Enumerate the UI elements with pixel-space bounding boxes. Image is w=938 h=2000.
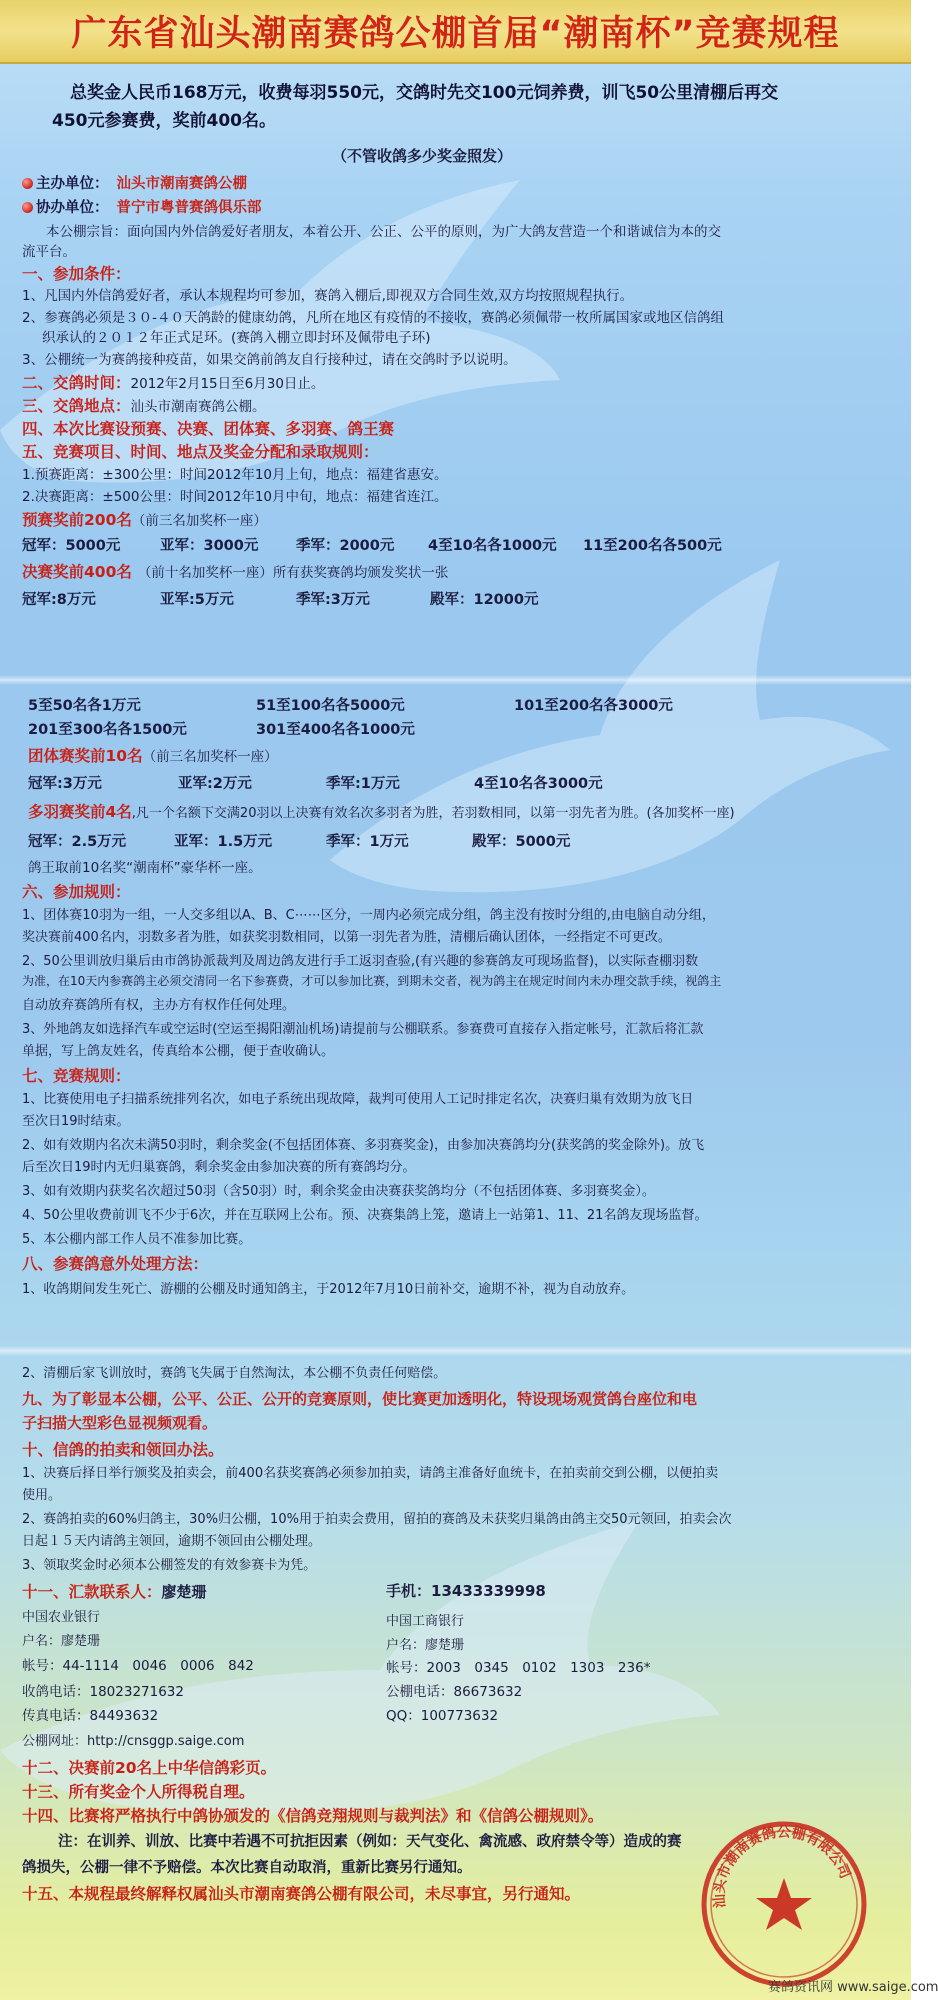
co-host-row [22, 196, 262, 217]
team-prize: 亚军:2万元 [178, 776, 252, 792]
final-tier: 5至50名各1万元 [28, 698, 141, 714]
account-number-1: 帐号：44-1114 0046 0006 842 [22, 1658, 254, 1674]
section-7-line: 后至次日19时内无归巢赛鸽，剩余奖金由参加决赛的所有赛鸽均分。 [22, 1160, 416, 1175]
preliminary-prize: 冠军：5000元 [22, 538, 121, 554]
bank-2: 中国工商银行 [386, 1614, 465, 1629]
section-8-line: 2、清棚后家飞训放时，赛鸽飞失属于自然淘汰，本公棚不负责任何赔偿。 [22, 1366, 447, 1381]
section-13: 十三、所有奖金个人所得税自理。 [22, 1783, 255, 1801]
final-prize: 亚军:5万元 [160, 592, 234, 608]
section-11-heading: 十一、汇款联系人： [22, 1583, 162, 1601]
section-10-line: 2、赛鸽拍卖的60%归鸽主，30%归公棚，10%用于拍卖会费用，留拍的赛鸽及未获奖归巢鸽由鸽主交50元领回，拍卖会次 [22, 1512, 732, 1527]
section-3-heading: 三、交鸽地点： [22, 397, 131, 415]
section-8-line: 1、收鸽期间发生死亡、游棚的公棚及时通知鸽主，于2012年7月10日前补交，逾期不补，视为自动放弃。 [22, 1282, 635, 1297]
team-title: 团体赛奖前10名 [28, 747, 143, 765]
preliminary-prize: 4至10名各1000元 [428, 538, 557, 554]
section-3-row [22, 394, 266, 416]
section-7-line: 4、50公里收费前训飞不少于6次，并在互联网上公布。预、决赛集鸽上笼，邀请上一站第1、11、21名鸽友现场监督。 [22, 1208, 708, 1223]
section-10-line: 3、领取奖金时必须本公棚签发的有效参赛卡为凭。 [22, 1558, 317, 1573]
section-2-value: 2012年2月15日至6月30日止。 [130, 376, 325, 392]
section-10-line: 日起１５天内请鸽主领回，逾期不领回由公棚处理。 [22, 1534, 322, 1549]
section-1-heading: 一、参加条件： [22, 265, 131, 283]
final-title: 决赛奖前400名 [22, 563, 132, 581]
mobile-row [386, 1580, 546, 1601]
title-banner [0, 0, 911, 64]
bank-1: 中国农业银行 [22, 1610, 101, 1625]
multi-title: 多羽赛奖前4名 [28, 803, 132, 821]
section-9-line: 子扫描大型彩色显视频观看。 [22, 1414, 218, 1432]
office-phone: 公棚电话：86673632 [386, 1684, 523, 1700]
intro-line-2: 450元参赛费，奖前400名。 [52, 111, 276, 131]
team-prize: 季军:1万元 [326, 776, 400, 792]
section-6-line: 奖决赛前400名内，羽数多者为胜，如获奖羽数相同，以第一羽先者为胜，清棚后确认团体，一经指定不可更改。 [22, 930, 671, 945]
final-title-row [22, 560, 448, 582]
section-7-line: 3、如有效期内获奖名次超过50羽（含50羽）时，剩余奖金由决赛获奖鸽均分（不包括团体赛、多羽赛奖金）。 [22, 1184, 655, 1199]
section-3-value: 汕头市潮南赛鸽公棚。 [130, 399, 266, 415]
account-number-2: 帐号：2003 0345 0102 1303 236* [386, 1660, 651, 1676]
section-6-line: 为准，在10天内参赛鸽主必须交清同一名下参赛费，才可以参加比赛，到期未交者，视为鸽主在规定时间内未办理交款手续，视鸽主 [22, 974, 722, 988]
section-4-heading: 四、本次比赛设预赛、决赛、团体赛、多羽赛、鸽王赛 [22, 420, 395, 438]
section-1-line: 3、公棚统一为赛鸽接种疫苗，如果交鸽前鸽友自行接种过，请在交鸽时予以说明。 [22, 352, 517, 368]
preliminary-title: 预赛奖前200名 [22, 511, 132, 529]
seal-star-icon [756, 1878, 812, 1930]
purpose-line-1: 本公棚宗旨：面向国内外信鸽爱好者朋友，本着公开、公正、公平的原则，为广大鸽友营造一个和谐诚信为本的交 [46, 224, 721, 240]
fax-phone: 传真电话：84493632 [22, 1708, 159, 1724]
section-1-line: 织承认的２０１２年正式足环。(赛鸽入棚立即封环及佩带电子环) [42, 330, 431, 346]
account-holder-1: 户名：廖楚珊 [22, 1634, 101, 1649]
section-10-line: 使用。 [22, 1488, 62, 1503]
multi-prize: 季军：1万元 [326, 834, 409, 850]
website: 公棚网址：http://cnsggp.saige.com [22, 1734, 245, 1749]
final-tier: 101至200名各3000元 [514, 698, 673, 714]
team-prize: 冠军:3万元 [28, 776, 102, 792]
preliminary-prize: 11至200名各500元 [583, 538, 722, 554]
section-14-note: 鸽损失，公棚一律不予赔偿。本次比赛自动取消，重新比赛另行通知。 [22, 1860, 472, 1876]
team-note: （前三名加奖杯一座） [142, 749, 278, 765]
section-15: 十五、本规程最终解释权属汕头市潮南赛鸽公棚有限公司，未尽事宜，另行通知。 [22, 1885, 581, 1903]
preliminary-prize: 亚军：3000元 [160, 538, 259, 554]
section-5-heading: 五、竞赛项目、时间、地点及奖金分配和录取规则： [22, 443, 379, 461]
final-prize: 殿军：12000元 [430, 592, 539, 608]
section-12: 十二、决赛前20名上中华信鸽彩页。 [22, 1759, 277, 1777]
company-seal [696, 1812, 872, 1988]
preliminary-prize: 季军：2000元 [296, 538, 395, 554]
receiving-phone: 收鸽电话：18023271632 [22, 1684, 184, 1700]
multi-prize: 冠军：2.5万元 [28, 834, 127, 850]
section-10-line: 1、决赛后择日举行颁奖及拍卖会，前400名获奖赛鸽必须参加拍卖，请鸽主准备好血统卡，在拍卖前交到公棚，以便拍卖 [22, 1466, 719, 1481]
section-7-line: 至次日19时结束。 [22, 1114, 130, 1129]
final-tier: 301至400名各1000元 [256, 722, 415, 738]
multi-title-row [28, 800, 735, 822]
section-2-heading: 二、交鸽时间： [22, 374, 131, 392]
multi-prize: 殿军：5000元 [472, 834, 571, 850]
multi-prize: 亚军：1.5万元 [174, 834, 273, 850]
section-6-line: 2、50公里训放归巢后由市鸽协派裁判及周边鸽友进行手工返羽查验,(有兴趣的参赛鸽友可现场监督)，以实际查棚羽数 [22, 954, 699, 969]
section-6-line: 自动放弃赛鸽所有权，主办方有权作任何处理。 [22, 998, 296, 1013]
section-6-line: 3、外地鸽友如选择汽车或空运时(空运至揭阳潮汕机场)请提前与公棚联系。参赛费可直接存入指定帐号，汇款后将汇款 [22, 1022, 704, 1037]
section-7-line: 2、如有效期内名次未满50羽时，剩余奖金(不包括团体赛、多羽赛奖金)，由参加决赛鸽均分(获奖鸽的奖金除外)。放飞 [22, 1138, 705, 1153]
company-seal-graphic [696, 1812, 872, 1988]
section-14-note: 注：在训养、训放、比赛中若遇不可抗拒因素（例如：天气变化、禽流感、政府禁令等）造成的赛 [58, 1834, 682, 1850]
intro-note: （不管收鸽多少奖金照发） [332, 147, 513, 165]
host-value: 汕头市潮南赛鸽公棚 [116, 176, 247, 192]
section-2-row [22, 371, 324, 393]
section-14: 十四、比赛将严格执行中鸽协颁发的《信鸽竞翔规则与裁判法》和《信鸽公棚规则》。 [22, 1807, 604, 1825]
team-title-row [28, 744, 278, 766]
fold-line [0, 675, 911, 685]
contact-name: 廖楚珊 [161, 1583, 207, 1601]
section-5-line: 2.决赛距离：±500公里：时间2012年10月中旬，地点：福建省连江。 [22, 489, 448, 505]
intro-line-1: 总奖金人民币168万元，收费每羽550元，交鸽时先交100元饲养费，训飞50公里清棚后再交 [70, 83, 779, 103]
co-host-value: 普宁市粤普赛鸽俱乐部 [116, 200, 262, 216]
site-watermark: 赛鸽资讯网 www.saige.com [768, 1980, 938, 1995]
preliminary-title-row [22, 508, 267, 530]
preliminary-note: （前三名加奖杯一座） [131, 513, 267, 529]
section-11-row [22, 1580, 207, 1602]
section-7-heading: 七、竞赛规则： [22, 1067, 131, 1085]
section-1-line: 1、凡国内外信鸽爱好者，承认本规程均可参加，赛鸽入棚后,即视双方合同生效,双方均按照规程执行。 [22, 288, 634, 304]
section-5-line: 1.预赛距离：±300公里：时间2012年10月上旬，地点：福建省惠安。 [22, 467, 448, 483]
section-1-line: 2、参赛鸽必须是３０-４０天鸽龄的健康幼鸽，凡所在地区有疫情的不接收，赛鸽必须佩带一枚所属国家或地区信鸽组 [22, 310, 724, 326]
final-tier: 51至100名各5000元 [256, 698, 405, 714]
section-7-line: 1、比赛使用电子扫描系统排列名次，如电子系统出现故障，裁判可使用人工记时排定名次，决赛归巢有效期为放飞日 [22, 1092, 694, 1107]
co-host-label: 协办单位： [36, 200, 109, 216]
section-9-line: 九、为了彰显本公棚，公平、公正、公开的竞赛原则，使比赛更加透明化，特设现场观赏鸽台座位和电 [22, 1390, 698, 1408]
section-6-line: 1、团体赛10羽为一组，一人交多组以A、B、C⋯⋯区分，一周内必须完成分组，鸽主没有按时分组的,由电脑自动分组， [22, 908, 715, 923]
final-prize: 冠军:8万元 [22, 592, 96, 608]
account-holder-2: 户名：廖楚珊 [386, 1638, 465, 1653]
purpose-line-2: 流平台。 [22, 244, 76, 260]
fold-line [0, 1346, 911, 1356]
page-title: 广东省汕头潮南赛鸽公棚首届“潮南杯”竞赛规程 [71, 14, 840, 54]
host-row [22, 172, 247, 193]
final-note: （前十名加奖杯一座）所有获奖赛鸽均颁发奖状一张 [137, 565, 449, 581]
mobile-number: 13433339998 [431, 1582, 546, 1600]
section-6-line: 单据，写上鸽友姓名，传真给本公棚，便于查收确认。 [22, 1044, 335, 1059]
multi-note: ,凡一个名额下交满20羽以上决赛有效名次多羽者为胜，若羽数相同，以第一羽先者为胜。(各加奖杯一座) [131, 806, 735, 821]
bullet-icon [22, 178, 33, 189]
section-7-line: 5、本公棚内部工作人员不准参加比赛。 [22, 1232, 252, 1247]
section-10-heading: 十、信鸽的拍卖和领回办法。 [22, 1441, 224, 1459]
qq-number: QQ：100773632 [386, 1708, 499, 1724]
team-prize: 4至10名各3000元 [474, 776, 603, 792]
section-6-heading: 六、参加规则： [22, 883, 131, 901]
pigeon-king-line: 鸽王取前10名奖“潮南杯”豪华杯一座。 [28, 860, 262, 876]
host-label: 主办单位： [36, 176, 109, 192]
final-prize: 季军:3万元 [296, 592, 370, 608]
seal-text: 汕头市潮南赛鸽公棚有限公司 [711, 1824, 853, 1909]
bullet-icon [22, 202, 33, 213]
section-8-heading: 八、参赛鸽意外处理方法： [22, 1255, 209, 1273]
mobile-label: 手机： [386, 1582, 432, 1600]
final-tier: 201至300名各1500元 [28, 722, 187, 738]
